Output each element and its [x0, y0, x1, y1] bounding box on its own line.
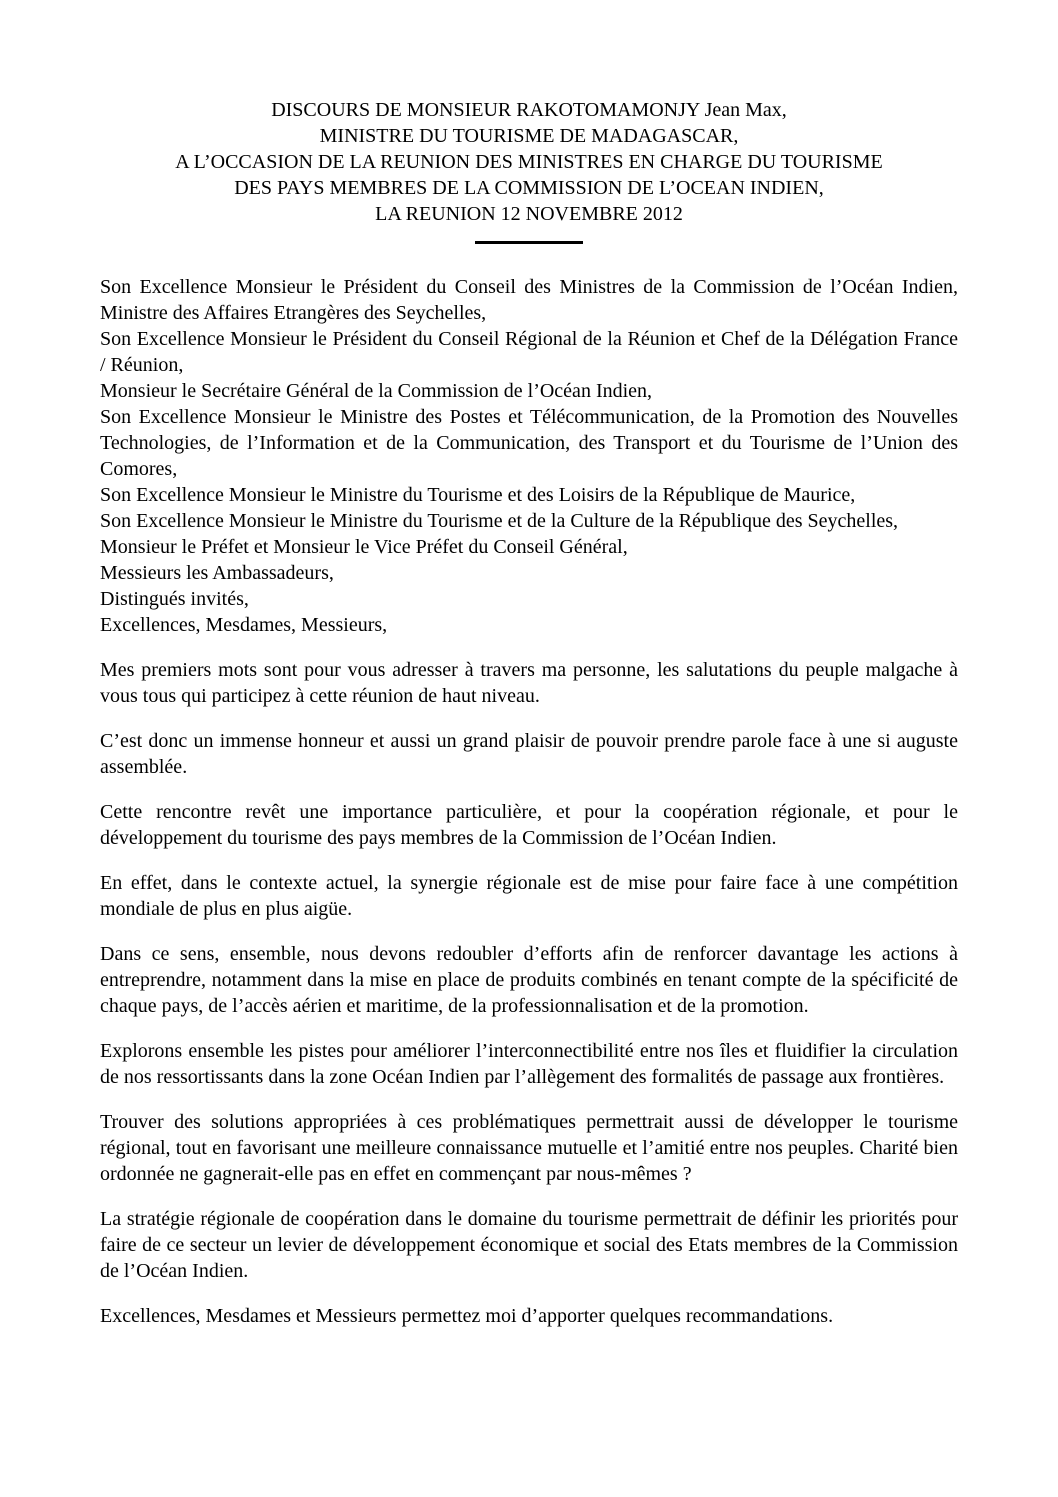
speech-paragraph: Mes premiers mots sont pour vous adresser à travers ma personne, les salutations du peuple malgache à vous tous qui participez à cette réunion de haut niveau.	[100, 659, 958, 707]
salutation-list	[100, 274, 958, 638]
salutation-line: Excellences, Mesdames, Messieurs,	[100, 614, 388, 636]
speech-body	[100, 657, 958, 1329]
salutation-line: Son Excellence Monsieur le Président du Conseil Régional de la Réunion et Chef de la Délégation France / Réunion,	[100, 328, 958, 376]
salutation-line: Monsieur le Préfet et Monsieur le Vice Préfet du Conseil Général,	[100, 536, 628, 558]
title-line-4: DES PAYS MEMBRES DE LA COMMISSION DE L’OCEAN INDIEN,	[234, 177, 824, 199]
speech-paragraph: Cette rencontre revêt une importance particulière, et pour la coopération régionale, et pour le développement du tourisme des pays membres de la Commission de l’Océan Indien.	[100, 801, 958, 849]
salutation-line: Son Excellence Monsieur le Ministre des Postes et Télécommunication, de la Promotion des Nouvelles Technologies, de l’Information et de la Communication, des Transport et du Tourisme de l’Union des Comores,	[100, 406, 958, 480]
title-line-3: A L’OCCASION DE LA REUNION DES MINISTRES EN CHARGE DU TOURISME	[175, 151, 883, 173]
salutation-line: Distingués invités,	[100, 588, 249, 610]
speech-paragraph: Explorons ensemble les pistes pour améliorer l’interconnectibilité entre nos îles et fluidifier la circulation de nos ressortissants dans la zone Océan Indien par l’allègement des formalités de passage aux frontières.	[100, 1040, 958, 1088]
salutation-line: Son Excellence Monsieur le Ministre du Tourisme et de la Culture de la République des Seychelles,	[100, 510, 899, 532]
salutation-line: Son Excellence Monsieur le Ministre du Tourisme et des Loisirs de la République de Maurice,	[100, 484, 856, 506]
title-line-2: MINISTRE DU TOURISME DE MADAGASCAR,	[319, 125, 739, 147]
speech-paragraph: Trouver des solutions appropriées à ces problématiques permettrait aussi de développer le tourisme régional, tout en favorisant une meilleure connaissance mutuelle et l’amitié entre nos peuples. Charité bien ordonnée ne gagnerait-elle pas en effet en commençant par nous-mêmes ?	[100, 1111, 958, 1185]
salutation-line: Son Excellence Monsieur le Président du Conseil des Ministres de la Commission de l’Océan Indien, Ministre des Affaires Etrangères des Seychelles,	[100, 276, 958, 324]
speech-paragraph: La stratégie régionale de coopération dans le domaine du tourisme permettrait de définir les priorités pour faire de ce secteur un levier de développement économique et social des Etats membres de la Commission de l’Océan Indien.	[100, 1208, 958, 1282]
speech-paragraph: Dans ce sens, ensemble, nous devons redoubler d’efforts afin de renforcer davantage les actions à entreprendre, notamment dans la mise en place de produits combinés en tenant compte de la spécificité de chaque pays, de l’accès aérien et maritime, de la professionnalisation et de la promotion.	[100, 943, 958, 1017]
title-line-5: LA REUNION 12 NOVEMBRE 2012	[375, 203, 683, 225]
document-title	[100, 97, 958, 227]
speech-paragraph: Excellences, Mesdames et Messieurs permettez moi d’apporter quelques recommandations.	[100, 1305, 834, 1327]
salutation-line: Monsieur le Secrétaire Général de la Commission de l’Océan Indien,	[100, 380, 653, 402]
title-separator-rule	[475, 241, 583, 244]
speech-paragraph: En effet, dans le contexte actuel, la synergie régionale est de mise pour faire face à une compétition mondiale de plus en plus aigüe.	[100, 872, 958, 920]
salutation-line: Messieurs les Ambassadeurs,	[100, 562, 334, 584]
title-line-1: DISCOURS DE MONSIEUR RAKOTOMAMONJY Jean Max,	[271, 99, 787, 121]
speech-paragraph: C’est donc un immense honneur et aussi un grand plaisir de pouvoir prendre parole face à une si auguste assemblée.	[100, 730, 958, 778]
